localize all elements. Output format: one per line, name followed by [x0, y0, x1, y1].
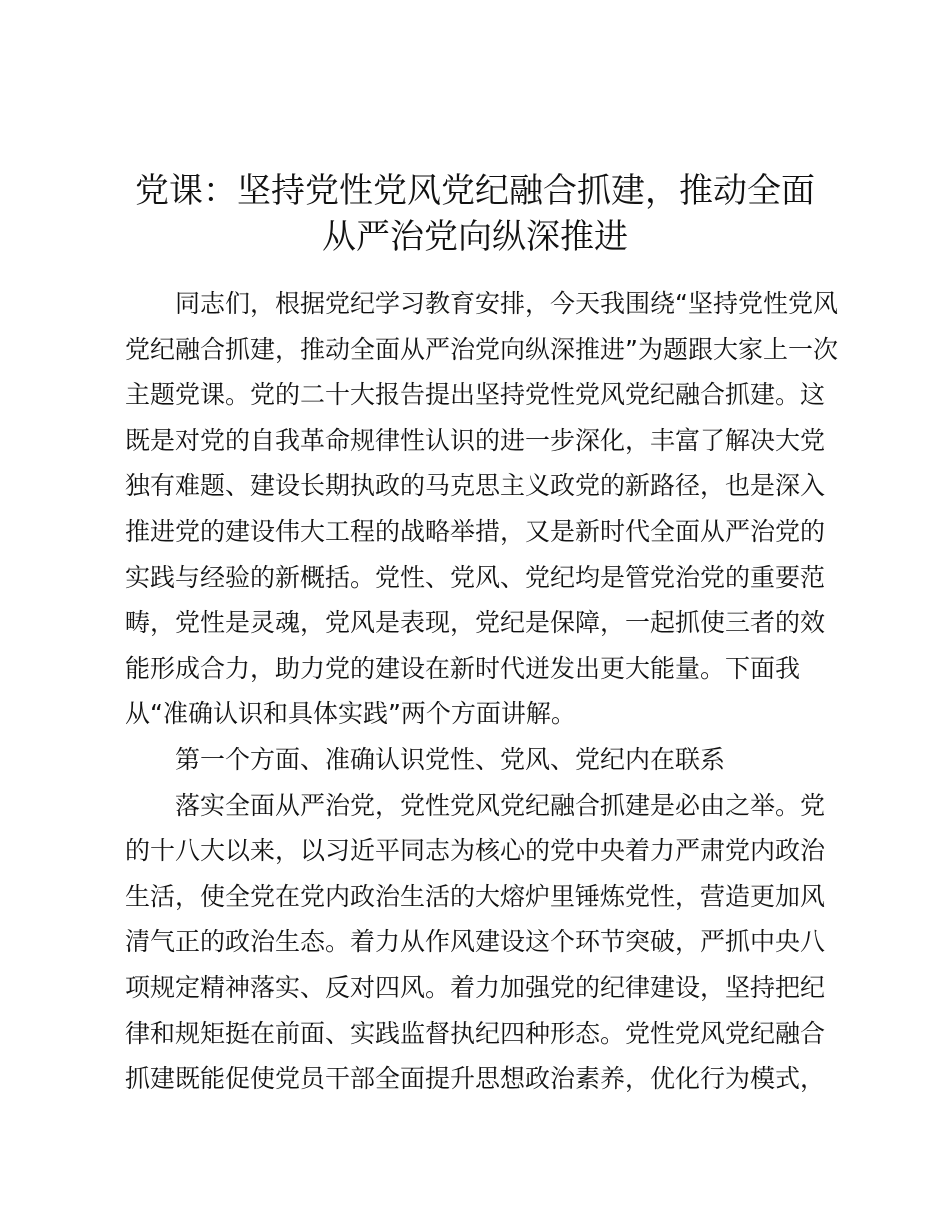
- text-line: 推进党的建设伟大工程的战略举措，又是新时代全面从严治党的: [125, 516, 826, 546]
- text-line: 落实全面从严治党，党性党风党纪融合抓建是必由之举。党: [175, 790, 826, 820]
- text-line: 独有难题、建设长期执政的马克思主义政党的新路径，也是深入: [125, 471, 826, 501]
- text-line: 清气正的政治生态。着力从作风建设这个环节突破，严抓中央八: [125, 927, 826, 957]
- text-line: 实践与经验的新概括。党性、党风、党纪均是管党治党的重要范: [125, 562, 826, 592]
- document-title: [120, 168, 830, 260]
- text-line: 能形成合力，助力党的建设在新时代迸发出更大能量。下面我: [125, 653, 801, 683]
- title-line: 从严治党向纵深推进: [322, 217, 628, 257]
- title-line: 党课：坚持党性党风党纪融合抓建，推动全面: [135, 171, 815, 211]
- text-line: 第一个方面、准确认识党性、党风、党纪内在联系: [175, 744, 726, 774]
- text-line: 生活，使全党在党内政治生活的大熔炉里锤炼党性，营造更加风: [125, 881, 826, 911]
- text-line: 既是对党的自我革命规律性认识的进一步深化，丰富了解决大党: [125, 425, 826, 455]
- paragraph: [125, 783, 825, 1102]
- document-body: [125, 281, 838, 1102]
- text-line: 同志们，根据党纪学习教育安排，今天我围绕“坚持党性党风: [175, 289, 838, 318]
- text-line: 党纪融合抓建，推动全面从严治党向纵深推进”为题跟大家上一次: [125, 334, 838, 364]
- text-line: 项规定精神落实、反对四风。着力加强党的纪律建设，坚持把纪: [125, 972, 826, 1002]
- text-line: 主题党课。党的二十大报告提出坚持党性党风党纪融合抓建。这: [125, 380, 826, 410]
- section-heading: [125, 737, 825, 783]
- text-line: 的十八大以来，以习近平同志为核心的党中央着力严肃党内政治: [125, 836, 826, 866]
- text-line: 畴，党性是灵魂，党风是表现，党纪是保障，一起抓使三者的效: [125, 608, 826, 638]
- text-line: 从“准确认识和具体实践”两个方面讲解。: [125, 699, 576, 729]
- paragraph: [125, 281, 838, 737]
- text-line: 抓建既能促使党员干部全面提升思想政治素养，优化行为模式，: [125, 1064, 826, 1094]
- text-line: 律和规矩挺在前面、实践监督执纪四种形态。党性党风党纪融合: [125, 1018, 826, 1048]
